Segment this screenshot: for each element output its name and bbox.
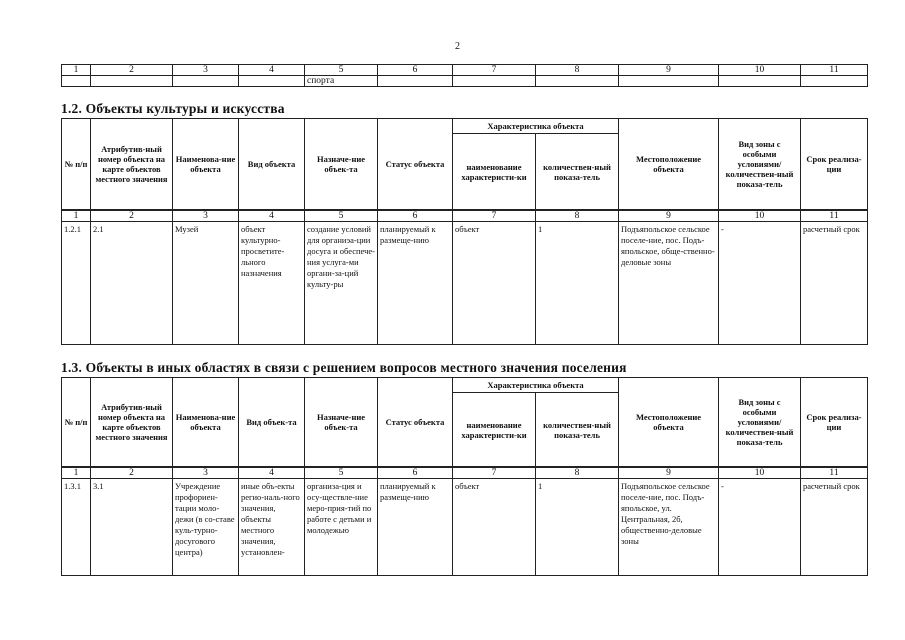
- column-number: 10: [719, 467, 801, 479]
- culture-objects-table: [61, 118, 868, 345]
- column-number: 2: [91, 65, 173, 76]
- column-number: 3: [173, 65, 239, 76]
- header-status: Статус объекта: [378, 119, 453, 211]
- column-number: 9: [619, 467, 719, 479]
- top-table-fragment: [61, 64, 868, 87]
- column-number: 8: [536, 210, 619, 222]
- column-number: 5: [305, 210, 378, 222]
- header-number: № п/п: [62, 378, 91, 468]
- table-cell: [173, 76, 239, 87]
- column-number: 11: [801, 65, 868, 76]
- column-number: 11: [801, 467, 868, 479]
- table-cell: [801, 76, 868, 87]
- table-cell: [536, 76, 619, 87]
- cell-purpose: организа-ция и осу-ществле-ние меро-прия-тий по работе с детьми и молодежью: [305, 479, 378, 576]
- column-number: 5: [305, 65, 378, 76]
- column-number: 2: [91, 210, 173, 222]
- table-cell: [619, 76, 719, 87]
- header-attribute-number: Атрибутив-ный номер объекта на карте объектов местного значения: [91, 119, 173, 211]
- header-row: [62, 378, 868, 393]
- cell-object-type: объект культурно-просветите-льного назначения: [239, 222, 305, 345]
- cell-characteristic-name: объект: [453, 479, 536, 576]
- header-object-name: Наименова-ние объекта: [173, 378, 239, 468]
- column-number: 6: [378, 65, 453, 76]
- column-number-row: [62, 210, 868, 222]
- cell-term: расчетный срок: [801, 222, 868, 345]
- cell-attribute-number: 3.1: [91, 479, 173, 576]
- column-number: 3: [173, 467, 239, 479]
- table-cell: [378, 76, 453, 87]
- column-number: 10: [719, 65, 801, 76]
- column-number: 7: [453, 210, 536, 222]
- header-zone-type: Вид зоны с особыми условиями/ количествен-ный показа-тель: [719, 119, 801, 211]
- other-objects-table: [61, 377, 868, 576]
- column-number: 4: [239, 65, 305, 76]
- cell-location: Подъяпольское сельское поселе-ние, пос. Подъ-япольское, обще-ственно-деловые зоны: [619, 222, 719, 345]
- header-quantity: количествен-ный показа-тель: [536, 134, 619, 211]
- column-number: 7: [453, 65, 536, 76]
- header-status: Статус объекта: [378, 378, 453, 468]
- header-zone-type: Вид зоны с особыми условиями/ количествен-ный показа-тель: [719, 378, 801, 468]
- column-number: 10: [719, 210, 801, 222]
- header-characteristic-group: Характеристика объекта: [453, 378, 619, 393]
- table-cell: [62, 76, 91, 87]
- header-characteristic-group: Характеристика объекта: [453, 119, 619, 134]
- cell-term: расчетный срок: [801, 479, 868, 576]
- column-number: 11: [801, 210, 868, 222]
- column-number: 3: [173, 210, 239, 222]
- table-row: [62, 479, 868, 576]
- section-title: 1.2. Объекты культуры и искусства: [61, 101, 285, 116]
- column-number: 8: [536, 467, 619, 479]
- cell-object-type: иные объ-екты регио-наль-ного значения, объекты местного значения, установлен-: [239, 479, 305, 576]
- cell-object-name: Учреждение профориен-тации моло-дежи (в со-ставе куль-турно-досугового центра): [173, 479, 239, 576]
- column-number: 2: [91, 467, 173, 479]
- cell-zone-type: -: [719, 222, 801, 345]
- column-number: 9: [619, 210, 719, 222]
- header-object-type: Вид объек-та: [239, 378, 305, 468]
- column-number: 9: [619, 65, 719, 76]
- column-number: 1: [62, 210, 91, 222]
- cell-zone-type: -: [719, 479, 801, 576]
- column-number: 5: [305, 467, 378, 479]
- column-number: 1: [62, 467, 91, 479]
- header-purpose: Назначе-ние объек-та: [305, 119, 378, 211]
- cell-number: 1.3.1: [62, 479, 91, 576]
- cell-quantity: 1: [536, 479, 619, 576]
- header-term: Срок реализа-ции: [801, 119, 868, 211]
- column-number: 6: [378, 467, 453, 479]
- table-row: [62, 222, 868, 345]
- header-attribute-number: Атрибутив-ный номер объекта на карте объектов местного значения: [91, 378, 173, 468]
- table-cell: [239, 76, 305, 87]
- column-number-row: [62, 467, 868, 479]
- column-number: 4: [239, 467, 305, 479]
- header-object-type: Вид объекта: [239, 119, 305, 211]
- section-title: 1.3. Объекты в иных областях в связи с решением вопросов местного значения поселения: [61, 360, 627, 375]
- header-purpose: Назначе-ние объек-та: [305, 378, 378, 468]
- column-number: 4: [239, 210, 305, 222]
- table-cell: [91, 76, 173, 87]
- column-number: 6: [378, 210, 453, 222]
- cell-attribute-number: 2.1: [91, 222, 173, 345]
- cell-status: планируемый к размеще-нию: [378, 479, 453, 576]
- table-row: [62, 76, 868, 87]
- cell-quantity: 1: [536, 222, 619, 345]
- column-number: 8: [536, 65, 619, 76]
- header-characteristic-name: наименование характеристи-ки: [453, 134, 536, 211]
- header-number: № п/п: [62, 119, 91, 211]
- table-cell: [453, 76, 536, 87]
- header-quantity: количествен-ный показа-тель: [536, 393, 619, 468]
- column-number-row: [62, 65, 868, 76]
- table-cell: [719, 76, 801, 87]
- cell-object-name: Музей: [173, 222, 239, 345]
- cell-purpose: создание условий для органиэа-ции досуга и обеспече-ния услуга-ми органи-за-ций культу-ры: [305, 222, 378, 345]
- page-number: 2: [455, 41, 460, 52]
- header-row: [62, 119, 868, 134]
- cell-location: Подъяпольское сельское поселе-ние, пос. Подъ-япольское, ул. Центральная, 2б, общественно-деловые зоны: [619, 479, 719, 576]
- header-characteristic-name: наименование характеристи-ки: [453, 393, 536, 468]
- column-number: 1: [62, 65, 91, 76]
- header-location: Местоположение объекта: [619, 378, 719, 468]
- header-term: Срок реализа-ции: [801, 378, 868, 468]
- column-number: 7: [453, 467, 536, 479]
- cell-status: планируемый к размеще-нию: [378, 222, 453, 345]
- cell-number: 1.2.1: [62, 222, 91, 345]
- table-cell: спорта: [305, 76, 378, 87]
- cell-characteristic-name: объект: [453, 222, 536, 345]
- header-location: Местоположение объекта: [619, 119, 719, 211]
- header-object-name: Наименова-ние объекта: [173, 119, 239, 211]
